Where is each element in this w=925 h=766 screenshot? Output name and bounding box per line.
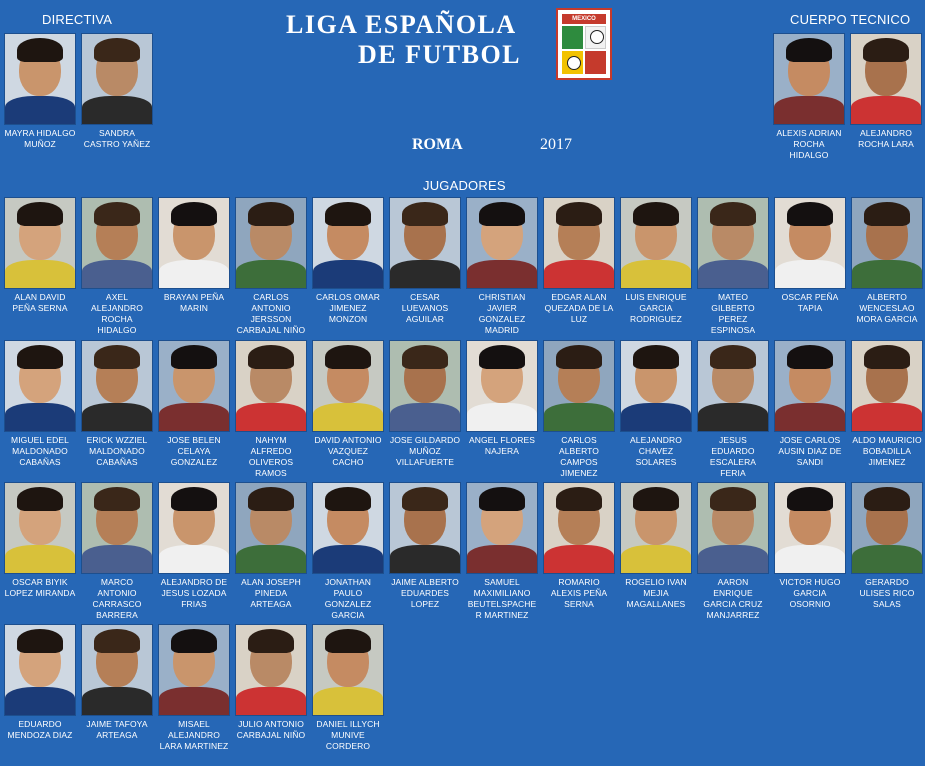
person-photo xyxy=(851,482,923,574)
person-photo xyxy=(235,197,307,289)
person-photo xyxy=(851,197,923,289)
player-card xyxy=(543,482,615,610)
person-photo xyxy=(697,340,769,432)
person-photo xyxy=(543,482,615,574)
person-name: DANIEL ILLYCH MUNIVE CORDERO xyxy=(316,719,380,751)
player-card xyxy=(620,482,692,610)
person-photo xyxy=(235,482,307,574)
person-photo xyxy=(312,197,384,289)
person-name: ROGELIO IVAN MEJIA MAGALLANES xyxy=(625,577,687,609)
person-name: MARCO ANTONIO CARRASCO BARRERA xyxy=(92,577,142,620)
person-name: JOSE CARLOS AUSIN DIAZ DE SANDI xyxy=(778,435,842,467)
person-name: BRAYAN PEÑA MARIN xyxy=(163,292,225,313)
person-name: JAIME ALBERTO EDUARDES LOPEZ xyxy=(391,577,459,609)
person-name: NAHYM ALFREDO OLIVEROS RAMOS xyxy=(248,435,294,478)
person-photo xyxy=(158,482,230,574)
player-card xyxy=(4,482,76,599)
player-card xyxy=(851,340,923,468)
player-card xyxy=(697,197,769,336)
person-name: ALAN DAVID PEÑA SERNA xyxy=(12,292,68,313)
person-name: JONATHAN PAULO GONZALEZ GARCIA xyxy=(324,577,372,620)
player-card xyxy=(158,197,230,314)
person-photo xyxy=(4,33,76,125)
person-name: ALDO MAURICIO BOBADILLA JIMENEZ xyxy=(852,435,922,467)
person-name: VICTOR HUGO GARCIA OSORNIO xyxy=(779,577,841,609)
player-card xyxy=(389,482,461,610)
player-card xyxy=(697,340,769,479)
player-card xyxy=(543,340,615,479)
person-photo xyxy=(466,197,538,289)
player-card xyxy=(312,482,384,621)
player-card xyxy=(235,482,307,610)
person-name: MIGUEL EDEL MALDONADO CABAÑAS xyxy=(11,435,69,467)
person-photo xyxy=(4,197,76,289)
person-photo xyxy=(389,340,461,432)
player-card xyxy=(774,482,846,610)
person-photo xyxy=(4,624,76,716)
crest-text: MEXICO xyxy=(572,16,596,22)
person-name: CARLOS OMAR JIMENEZ MONZON xyxy=(316,292,380,324)
person-name: EDUARDO MENDOZA DIAZ xyxy=(7,719,73,740)
person-photo xyxy=(697,197,769,289)
player-card xyxy=(312,624,384,752)
player-card xyxy=(697,482,769,621)
player-card xyxy=(158,624,230,752)
person-name: ALAN JOSEPH PINEDA ARTEAGA xyxy=(241,577,301,609)
person-name: OSCAR BIYIK LOPEZ MIRANDA xyxy=(4,577,76,598)
person-name: AARON ENRIQUE GARCIA CRUZ MANJARREZ xyxy=(703,577,763,620)
person-name: ALBERTO WENCESLAO MORA GARCIA xyxy=(856,292,918,324)
player-card xyxy=(851,197,923,325)
person-photo xyxy=(158,624,230,716)
player-card xyxy=(235,340,307,479)
person-photo xyxy=(312,624,384,716)
person-photo xyxy=(620,482,692,574)
person-photo xyxy=(81,33,153,125)
person-photo xyxy=(774,197,846,289)
person-name: JULIO ANTONIO CARBAJAL NIÑO xyxy=(236,719,306,740)
person-photo xyxy=(773,33,845,125)
player-card xyxy=(4,197,76,314)
team-name: ROMA xyxy=(412,136,463,153)
player-card xyxy=(4,624,76,741)
player-card xyxy=(81,197,153,336)
player-card xyxy=(235,197,307,336)
person-name: CHRISTIAN JAVIER GONZALEZ MADRID xyxy=(478,292,526,335)
person-photo xyxy=(543,340,615,432)
player-card xyxy=(466,197,538,336)
person-photo xyxy=(697,482,769,574)
player-card xyxy=(312,197,384,325)
cuerpo-tecnico-card xyxy=(850,33,922,150)
person-name: CESAR LUEVANOS AGUILAR xyxy=(401,292,449,324)
person-photo xyxy=(81,340,153,432)
person-name: LUIS ENRIQUE GARCIA RODRIGUEZ xyxy=(625,292,687,324)
person-name: SANDRA CASTRO YAÑEZ xyxy=(83,128,151,149)
player-card xyxy=(81,340,153,468)
player-card xyxy=(466,340,538,457)
player-card xyxy=(158,340,230,468)
person-photo xyxy=(774,482,846,574)
title-line-1: LIGA ESPAÑOLA xyxy=(286,10,517,39)
person-photo xyxy=(851,340,923,432)
person-name: CARLOS ANTONIO JERSSON CARBAJAL NIÑO xyxy=(236,292,306,335)
person-name: JOSE GILDARDO MUÑOZ VILLAFUERTE xyxy=(389,435,461,467)
person-photo xyxy=(235,624,307,716)
season-year: 2017 xyxy=(540,136,572,153)
person-name: ALEJANDRO DE JESUS LOZADA FRIAS xyxy=(160,577,228,609)
person-photo xyxy=(81,624,153,716)
person-name: ALEJANDRO CHAVEZ SOLARES xyxy=(630,435,682,467)
person-name: MATEO GILBERTO PEREZ ESPINOSA xyxy=(710,292,756,335)
jugadores-label: JUGADORES xyxy=(423,178,506,193)
person-photo xyxy=(81,197,153,289)
person-name: ERICK WZZIEL MALDONADO CABAÑAS xyxy=(86,435,148,467)
title-line-2: DE FUTBOL xyxy=(358,40,522,69)
person-name: ALEXIS ADRIAN ROCHA HIDALGO xyxy=(776,128,842,160)
directiva-card xyxy=(4,33,76,150)
player-card xyxy=(389,197,461,325)
person-name: ROMARIO ALEXIS PEÑA SERNA xyxy=(550,577,608,609)
person-photo xyxy=(312,482,384,574)
person-photo xyxy=(235,340,307,432)
person-name: JESUS EDUARDO ESCALERA FERIA xyxy=(709,435,757,478)
player-card xyxy=(620,340,692,468)
cuerpo-tecnico-label: CUERPO TECNICO xyxy=(790,12,911,27)
person-name: GERARDO ULISES RICO SALAS xyxy=(859,577,915,609)
person-name: EDGAR ALAN QUEZADA DE LA LUZ xyxy=(544,292,614,324)
person-photo xyxy=(4,340,76,432)
directiva-label: DIRECTIVA xyxy=(42,12,113,27)
person-photo xyxy=(620,340,692,432)
person-name: CARLOS ALBERTO CAMPOS JIMENEZ xyxy=(558,435,600,478)
player-card xyxy=(774,197,846,314)
person-name: SAMUEL MAXIMILIANO BEUTELSPACHE R MARTINEZ xyxy=(467,577,537,620)
player-card xyxy=(466,482,538,621)
player-card xyxy=(158,482,230,610)
person-name: MAYRA HIDALGO MUÑOZ xyxy=(4,128,76,149)
person-photo xyxy=(312,340,384,432)
person-name: ANGEL FLORES NAJERA xyxy=(468,435,536,456)
person-photo xyxy=(4,482,76,574)
person-photo xyxy=(466,340,538,432)
player-card xyxy=(620,197,692,325)
person-photo xyxy=(81,482,153,574)
person-photo xyxy=(620,197,692,289)
person-name: OSCAR PEÑA TAPIA xyxy=(781,292,839,313)
person-photo xyxy=(466,482,538,574)
player-card xyxy=(389,340,461,468)
player-card xyxy=(312,340,384,468)
person-photo xyxy=(389,197,461,289)
player-card xyxy=(774,340,846,468)
person-name: JOSE BELEN CELAYA GONZALEZ xyxy=(167,435,221,467)
player-card xyxy=(81,624,153,741)
player-card xyxy=(235,624,307,741)
player-card xyxy=(4,340,76,468)
person-photo xyxy=(774,340,846,432)
person-name: MISAEL ALEJANDRO LARA MARTINEZ xyxy=(159,719,229,751)
player-card xyxy=(81,482,153,621)
directiva-card xyxy=(81,33,153,150)
person-name: AXEL ALEJANDRO ROCHA HIDALGO xyxy=(91,292,143,335)
person-name: DAVID ANTONIO VAZQUEZ CACHO xyxy=(314,435,382,467)
person-photo xyxy=(389,482,461,574)
person-photo xyxy=(543,197,615,289)
league-crest-logo xyxy=(556,8,612,80)
player-card xyxy=(851,482,923,610)
person-photo xyxy=(158,197,230,289)
person-name: ALEJANDRO ROCHA LARA xyxy=(858,128,914,149)
person-photo xyxy=(158,340,230,432)
cuerpo-tecnico-card xyxy=(773,33,845,161)
player-card xyxy=(543,197,615,325)
person-photo xyxy=(850,33,922,125)
person-name: JAIME TAFOYA ARTEAGA xyxy=(86,719,148,740)
